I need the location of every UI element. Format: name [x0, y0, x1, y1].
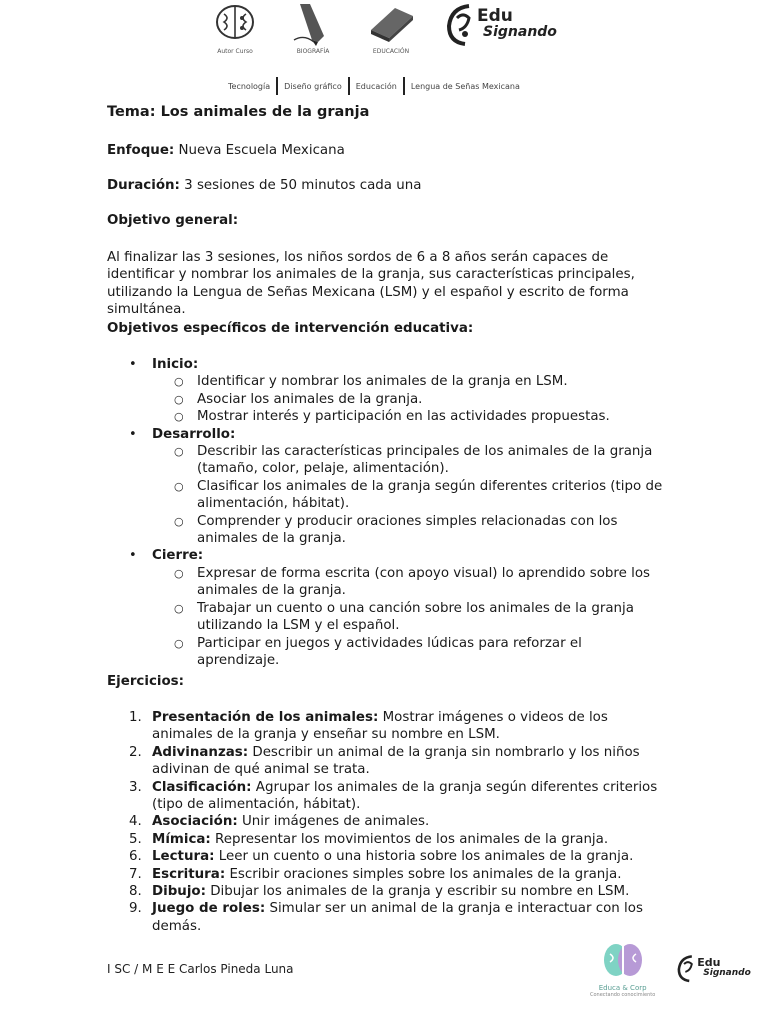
category-bar [222, 76, 526, 96]
edusignando-wordmark [477, 8, 557, 40]
category-lsm: Lengua de Señas Mexicana [410, 81, 520, 91]
exercise-label: Clasificación: [152, 779, 252, 795]
item-number: 8. [129, 884, 142, 900]
hand-sign-icon [675, 952, 697, 984]
logo-caption: BIOGRAFÍA [296, 48, 330, 55]
list-item [107, 883, 667, 900]
objective-text: Trabajar un cuento o una canción sobre los animales de la granja utilizando la LSM y el español. [197, 600, 634, 634]
exercise-label: Dibujo: [152, 884, 206, 900]
list-item [107, 866, 667, 883]
exercise-text: Simular ser un animal de la granja e interactuar con los demás. [152, 901, 643, 934]
duracion-label: Duración: [107, 178, 180, 193]
category-tecnologia: Tecnología [228, 81, 271, 91]
enfoque-line [107, 142, 667, 159]
list-item [107, 709, 667, 744]
category-educacion: Educación [355, 81, 397, 91]
enfoque-value: Nueva Escuela Mexicana [178, 143, 345, 158]
signando-word: Signando [703, 968, 751, 978]
exercise-text: Dibujar los animales de la granja y escribir su nombre en LSM. [205, 884, 630, 900]
ejercicios-heading: Ejercicios: [107, 674, 185, 689]
objective-text: Describir las características principales de los animales de la granja (tamaño, color, pelaje, alimentación). [197, 444, 653, 477]
footer-author: I SC / M E E Carlos Pineda Luna [107, 962, 294, 976]
exercise-text: Mostrar imágenes o videos de los animales de la granja y enseñar su nombre en LSM. [152, 710, 608, 743]
objective-text: Mostrar interés y participación en las actividades propuestas. [197, 409, 610, 425]
pencil-icon [290, 0, 336, 46]
list-item [107, 478, 667, 513]
duracion-line [107, 177, 667, 194]
list-item [107, 443, 667, 478]
hand-sign-icon [443, 0, 477, 48]
list-item [107, 356, 667, 373]
item-number: 1. [129, 710, 142, 725]
list-item [107, 635, 667, 670]
item-number: 6. [129, 849, 142, 865]
objective-text: Clasificar los animales de la granja según diferentes criterios (tipo de alimentación, hábitat). [197, 478, 663, 512]
exercise-label: Juego de roles: [152, 901, 266, 917]
list-item [107, 373, 667, 390]
objetivos-especificos-heading: Objetivos específicos de intervención educativa: [107, 321, 474, 336]
objective-text: Expresar de forma escrita (con apoyo visual) lo aprendido sobre los animales de la granja. [197, 565, 651, 599]
list-item [107, 813, 667, 830]
exercise-text: Leer un cuento o una historia sobre los animales de la granja. [214, 849, 634, 865]
item-number: 2. [129, 744, 142, 760]
section-label: Desarrollo: [152, 426, 236, 442]
page-title [107, 104, 667, 121]
bullet-icon: • [129, 357, 137, 372]
tema-value: Los animales de la granja [160, 104, 370, 120]
section-label: Inicio: [152, 357, 199, 372]
exercise-text: Agrupar los animales de la granja según diferentes criterios (tipo de alimentación, hábitat). [152, 779, 658, 813]
exercise-text: Representar los movimientos de los animales de la granja. [210, 831, 609, 847]
exercise-label: Asociación: [152, 814, 238, 830]
logo-caption: Autor Curso [217, 48, 253, 55]
list-item [107, 565, 667, 600]
list-item [107, 391, 667, 408]
colorful-brain-icon [598, 938, 648, 984]
category-diseno: Diseño gráfico [284, 81, 342, 91]
edusignando-logo [443, 0, 557, 48]
list-item [107, 426, 667, 443]
circle-bullet-icon: ○ [174, 601, 184, 615]
circle-bullet-icon: ○ [174, 636, 184, 650]
circle-bullet-icon: ○ [174, 566, 184, 580]
circle-bullet-icon: ○ [174, 375, 184, 389]
book-logo [361, 0, 421, 55]
objective-text: Participar en juegos y actividades lúdicas para reforzar el aprendizaje. [197, 635, 582, 668]
edusignando-small-logo [675, 952, 751, 984]
exercise-label: Mímica: [152, 831, 211, 847]
circle-bullet-icon: ○ [174, 445, 184, 459]
list-item [107, 831, 667, 848]
logo-caption: EDUCACIÓN [372, 48, 410, 55]
edu-word: Edu [477, 6, 513, 26]
edu-word: Edu [697, 956, 721, 969]
list-item [107, 900, 667, 935]
exercises-list [107, 709, 667, 935]
exercise-label: Lectura: [152, 849, 215, 865]
objectives-list [107, 356, 667, 669]
list-item [107, 547, 667, 564]
section-label: Cierre: [152, 548, 204, 564]
objetivo-general-text: Al finalizar las 3 sesiones, los niños sordos de 6 a 8 años serán capaces de identificar y nombrar los animales de la granja, sus características principales, utilizando la Lengua de Señas Mexicana (LSM) y el español y escrito de forma simultánea. [107, 250, 635, 318]
signando-word: Signando [483, 24, 557, 40]
list-item [107, 513, 667, 548]
pencil-logo [283, 0, 343, 55]
exercise-text: Describir un animal de la granja sin nombrarlo y los niños adivinan de qué animal se trata. [152, 744, 640, 778]
circle-bullet-icon: ○ [174, 410, 184, 424]
exercise-text: Escribir oraciones simples sobre los animales de la granja. [225, 866, 622, 882]
bullet-icon: • [129, 548, 137, 564]
objective-text: Identificar y nombrar los animales de la granja en LSM. [197, 374, 568, 390]
educa-corp-tagline: Conectando conocimiento [590, 992, 656, 998]
item-number: 9. [129, 901, 142, 917]
duracion-value: 3 sesiones de 50 minutos cada una [184, 178, 422, 193]
item-number: 3. [129, 779, 142, 795]
edusignando-wordmark [697, 958, 751, 978]
enfoque-label: Enfoque: [107, 143, 175, 158]
list-item [107, 848, 667, 865]
circle-bullet-icon: ○ [174, 479, 184, 493]
brain-circuit-logo [205, 0, 265, 55]
objective-text: Asociar los animales de la granja. [197, 391, 423, 407]
item-number: 5. [129, 831, 142, 847]
objetivo-general-heading: Objetivo general: [107, 213, 239, 228]
exercise-label: Adivinanzas: [152, 744, 249, 760]
list-item [107, 779, 667, 814]
objective-text: Comprender y producir oraciones simples relacionadas con los animales de la granja. [197, 513, 618, 547]
brain-icon [212, 0, 258, 46]
list-item [107, 408, 667, 425]
list-item [107, 744, 667, 779]
educa-corp-logo [590, 938, 655, 998]
item-number: 7. [129, 866, 142, 882]
header-logos [205, 0, 557, 70]
book-icon [365, 0, 417, 46]
exercise-text: Unir imágenes de animales. [237, 814, 430, 830]
footer-logos [590, 938, 751, 998]
exercise-label: Presentación de los animales: [152, 710, 379, 725]
exercise-label: Escritura: [152, 866, 226, 882]
circle-bullet-icon: ○ [174, 514, 184, 528]
list-item [107, 600, 667, 635]
circle-bullet-icon: ○ [174, 392, 184, 406]
bullet-icon: • [129, 426, 137, 442]
educa-corp-name: Educa & Corp [598, 984, 647, 992]
item-number: 4. [129, 814, 142, 830]
tema-label: Tema: [107, 104, 156, 120]
